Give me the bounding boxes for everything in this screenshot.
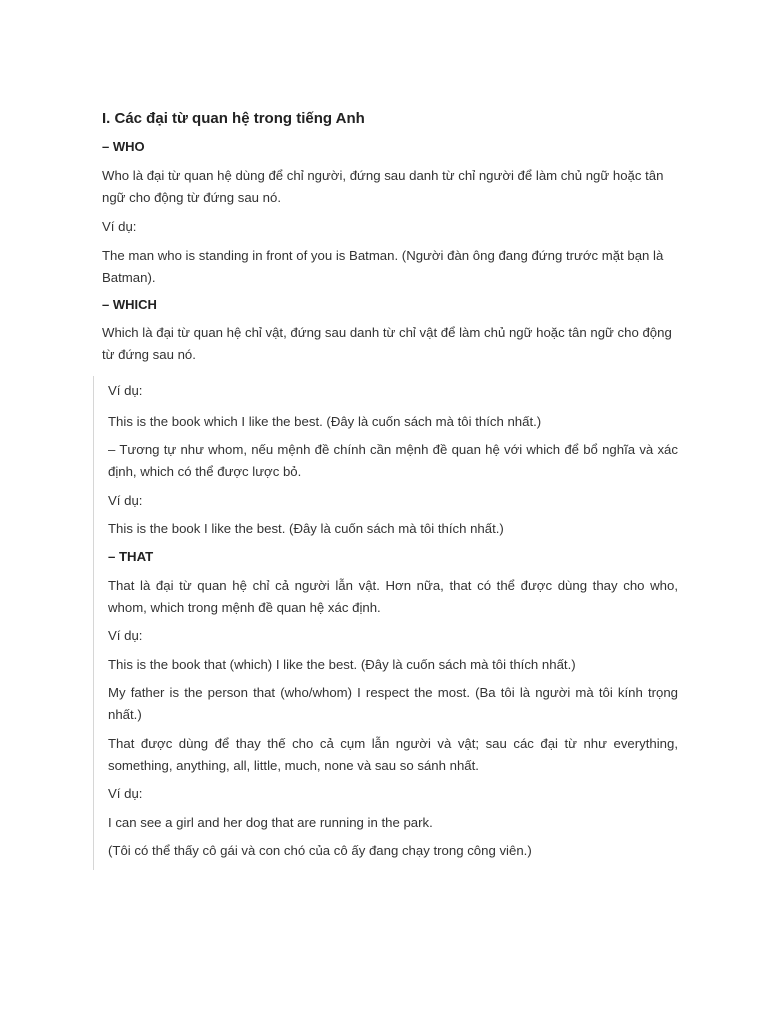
which-label: – WHICH — [102, 297, 157, 312]
quote-example-4: My father is the person that (who/whom) I respect the most. (Ba tôi là người mà tôi kính trọng nhất.) — [108, 685, 678, 722]
that-usage: That được dùng để thay thế cho cả cụm lẫn người và vật; sau các đại từ như everything, something, anything, all, little, much, none và sau so sánh nhất. — [108, 736, 678, 773]
quote-example-label-2: Ví dụ: — [108, 493, 143, 508]
which-description: Which là đại từ quan hệ chỉ vật, đứng sau danh từ chỉ vật để làm chủ ngữ hoặc tân ngữ cho động từ đứng sau nó. — [102, 325, 672, 362]
section-heading: I. Các đại từ quan hệ trong tiếng Anh — [102, 110, 365, 127]
blockquote — [93, 376, 689, 870]
quote-example-1: This is the book which I like the best. (Đây là cuốn sách mà tôi thích nhất.) — [108, 414, 542, 429]
quote-example-5-translation: (Tôi có thể thấy cô gái và con chó của cô ấy đang chạy trong công viên.) — [108, 843, 532, 858]
that-label: – THAT — [108, 549, 154, 564]
quote-example-3: This is the book that (which) I like the best. (Đây là cuốn sách mà tôi thích nhất.) — [108, 657, 576, 672]
quote-note: – Tương tự như whom, nếu mệnh đề chính cần mệnh đề quan hệ với which để bổ nghĩa và xác định, which có thể được lược bỏ. — [108, 442, 678, 479]
who-description: Who là đại từ quan hệ dùng để chỉ người, đứng sau danh từ chỉ người để làm chủ ngữ hoặc tân ngữ cho động từ đứng sau nó. — [102, 168, 664, 205]
quote-example-2: This is the book I like the best. (Đây là cuốn sách mà tôi thích nhất.) — [108, 521, 504, 536]
that-description: That là đại từ quan hệ chỉ cả người lẫn vật. Hơn nữa, that có thể được dùng thay cho who, whom, which trong mệnh đề quan hệ xác định. — [108, 578, 678, 615]
who-label: – WHO — [102, 139, 145, 154]
who-example: The man who is standing in front of you is Batman. (Người đàn ông đang đứng trước mặt bạn là Batman). — [102, 248, 664, 285]
quote-example-label-3: Ví dụ: — [108, 628, 143, 643]
quote-example-label-1: Ví dụ: — [108, 383, 143, 398]
who-example-label: Ví dụ: — [102, 219, 137, 234]
quote-example-label-4: Ví dụ: — [108, 786, 143, 801]
quote-example-5: I can see a girl and her dog that are running in the park. — [108, 815, 433, 830]
